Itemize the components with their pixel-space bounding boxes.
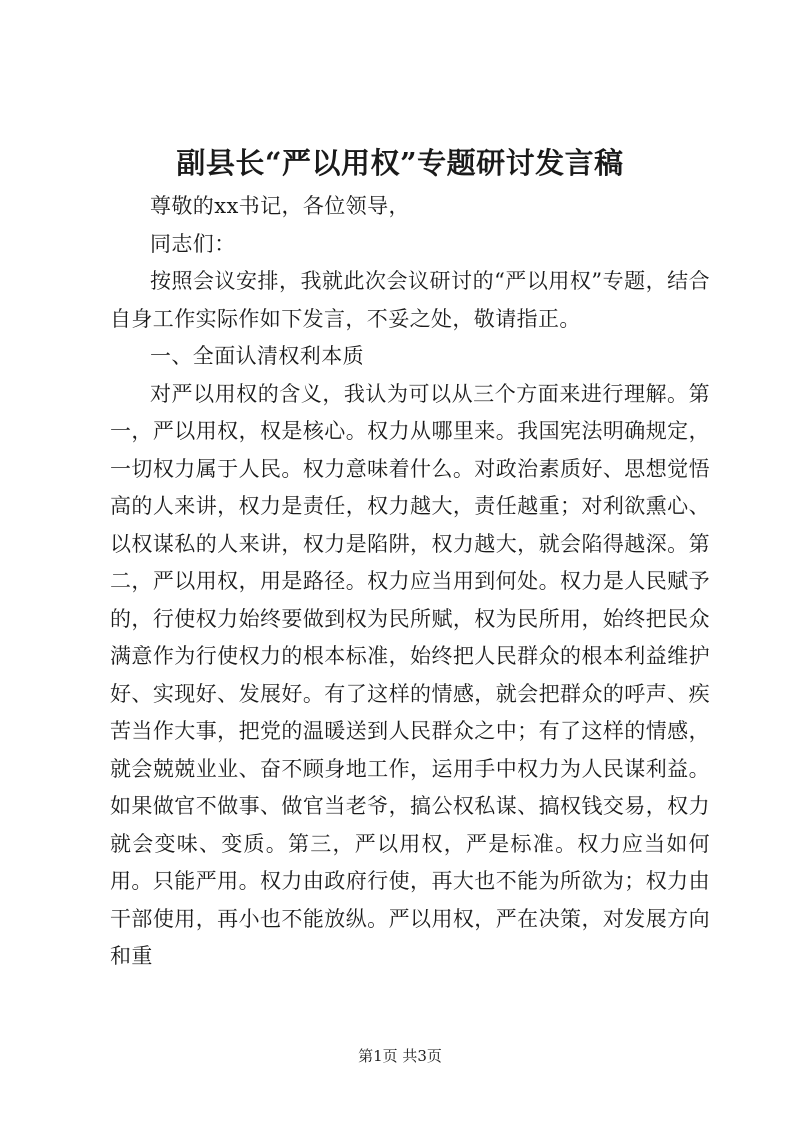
body-paragraph: 对严以用权的含义，我认为可以从三个方面来进行理解。第一，严以用权，权是核心。权力从哪里来。我国宪法明确规定，一切权力属于人民。权力意味着什么。对政治素质好、思想觉悟高的人来讲，权力是责任，权力越大，责任越重；对利欲熏心、以权谋私的人来讲，权力是陷阱，权力越大，就会陷得越深。第二，严以用权，用是路径。权力应当用到何处。权力是人民赋予的，行使权力始终要做到权为民所赋，权为民所用，始终把民众满意作为行使权力的根本标准，始终把人民群众的根本利益维护好、实现好、发展好。有了这样的情感，就会把群众的呼声、疾苦当作大事，把党的温暖送到人民群众之中；有了这样的情感，就会兢兢业业、奋不顾身地工作，运用手中权力为人民谋利益。如果做官不做事、做官当老爷，搞公权私谋、搞权钱交易，权力就会变味、变质。第三，严以用权，严是标准。权力应当如何用。只能严用。权力由政府行使，再大也不能为所欲为；权力由干部使用，再小也不能放纵。严以用权，严在决策，对发展方向和重 bbox=[110, 381, 710, 968]
intro-paragraph: 按照会议安排，我就此次会议研讨的“严以用权”专题，结合自身工作实际作如下发言，不妥之处，敬请指正。 bbox=[110, 269, 710, 331]
page-footer: 第1页 共3页 bbox=[358, 1047, 442, 1065]
document-body bbox=[110, 188, 710, 976]
salutation-paragraph: 尊敬的xx书记，各位领导， bbox=[150, 194, 410, 218]
section-heading: 一、全面认清权利本质 bbox=[150, 344, 364, 368]
greeting-paragraph: 同志们： bbox=[150, 231, 236, 256]
document-title: 副县长“严以用权”专题研讨发言稿 bbox=[176, 146, 624, 180]
